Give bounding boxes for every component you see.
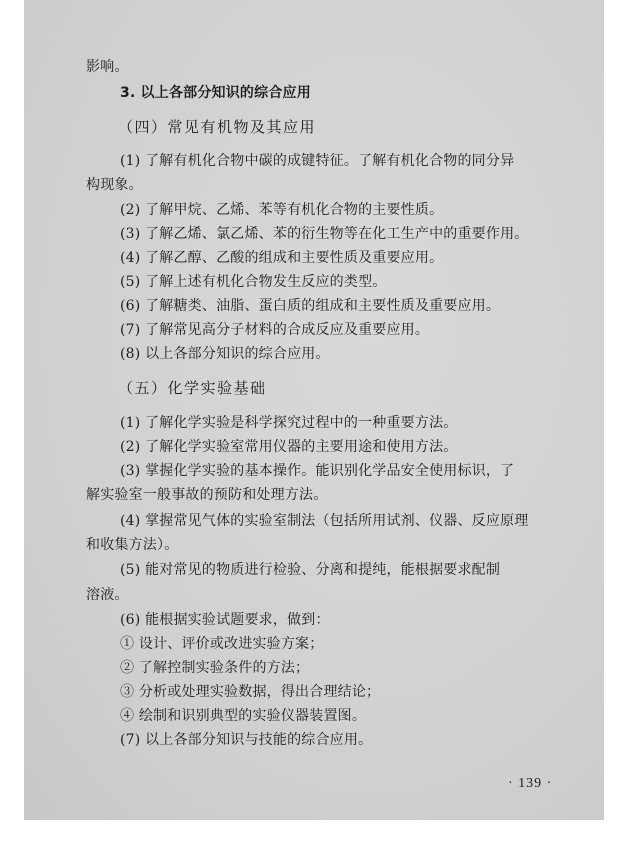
subsection-heading: （五）化学实验基础 [118,379,267,397]
text-line: 影响。 [86,59,129,75]
text-line: (3) 掌握化学实验的基本操作。能识别化学品安全使用标识，了 [120,463,515,479]
text-line: 解实验室一般事故的预防和处理方法。 [86,487,328,503]
book-page [24,0,604,820]
text-line: (1) 了解化学实验是科学探究过程中的一种重要方法。 [120,415,458,431]
text-line: (8) 以上各部分知识的综合应用。 [120,346,330,362]
text-line: (7) 以上各部分知识与技能的综合应用。 [120,732,373,748]
text-line: 溶液。 [86,587,129,603]
text-line: (2) 了解化学实验室常用仪器的主要用途和使用方法。 [120,439,458,455]
text-line: (2) 了解甲烷、乙烯、苯等有机化合物的主要性质。 [120,202,444,218]
section-heading: 3. 以上各部分知识的综合应用 [120,85,311,101]
text-line: (5) 能对常见的物质进行检验、分离和提纯，能根据要求配制 [120,562,501,578]
text-line: (4) 掌握常见气体的实验室制法（包括所用试剂、仪器、反应原理 [120,513,529,529]
text-line: (1) 了解有机化合物中碳的成键特征。了解有机化合物的同分异 [120,153,515,169]
page-number: · 139 · [508,776,553,791]
list-item: ② 了解控制实验条件的方法； [120,660,310,676]
body-text [24,0,604,820]
list-item: ③ 分析或处理实验数据，得出合理结论； [120,684,381,700]
text-line: (5) 了解上述有机化合物发生反应的类型。 [120,274,387,290]
list-item: ④ 绘制和识别典型的实验仪器装置图。 [120,708,367,724]
text-line: 构现象。 [86,177,143,193]
list-item: ① 设计、评价或改进实验方案； [120,636,324,652]
text-line: (7) 了解常见高分子材料的合成反应及重要应用。 [120,322,430,338]
text-line: (6) 能根据实验试题要求，做到： [120,612,330,628]
subsection-heading: （四）常见有机物及其应用 [118,118,317,136]
text-line: (4) 了解乙醇、乙酸的组成和主要性质及重要应用。 [120,250,444,266]
text-line: (3) 了解乙烯、氯乙烯、苯的衍生物等在化工生产中的重要作用。 [120,226,529,242]
text-line: (6) 了解糖类、油脂、蛋白质的组成和主要性质及重要应用。 [120,298,501,314]
text-line: 和收集方法）。 [86,537,179,553]
